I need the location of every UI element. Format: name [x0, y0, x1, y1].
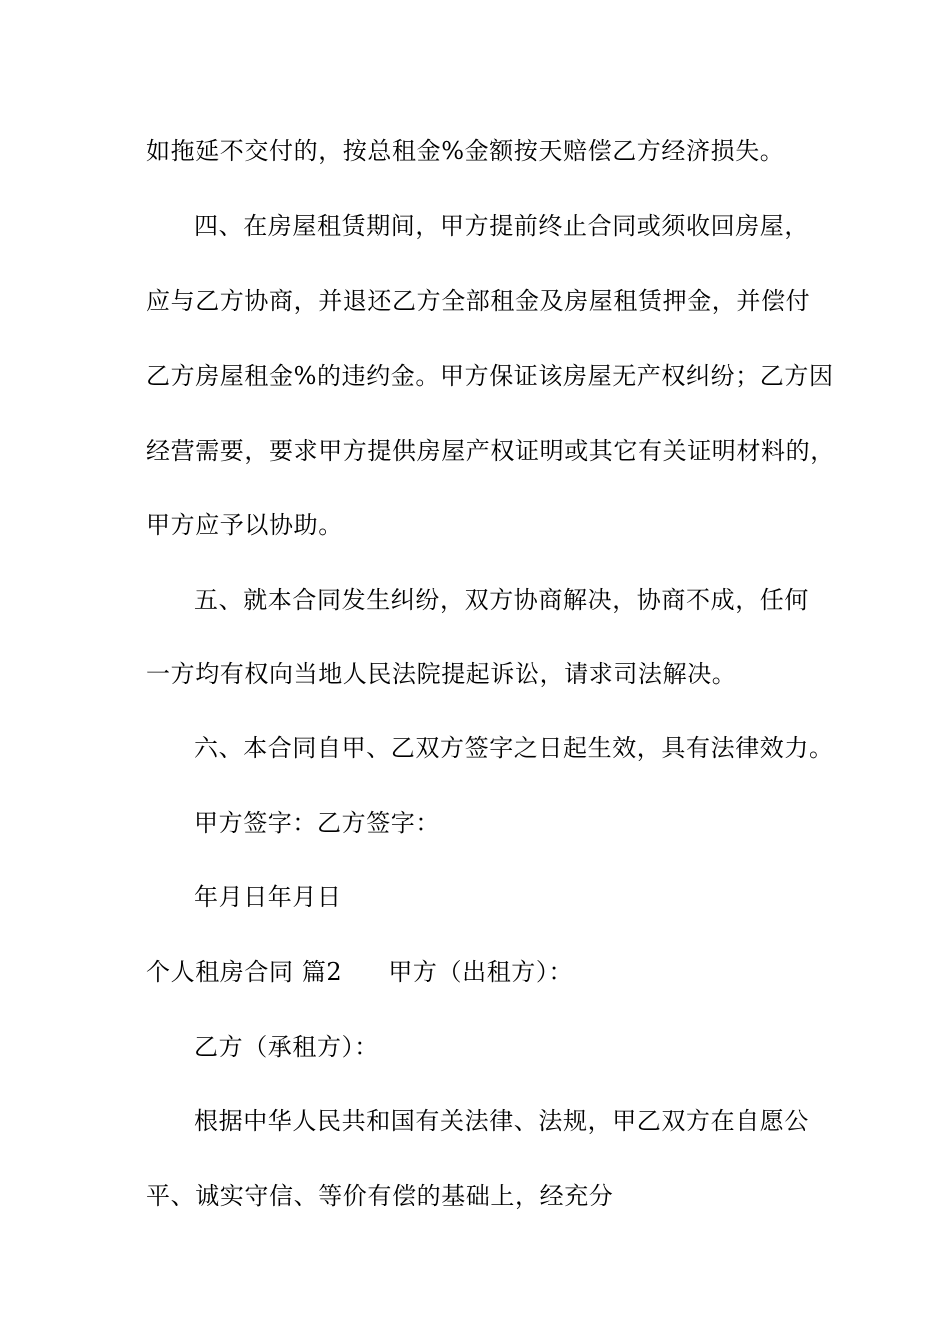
- paragraph-line: 根据中华人民共和国有关法律、法规，甲乙双方在自愿公: [194, 1107, 809, 1135]
- date-line: 年月日年月日: [194, 883, 342, 911]
- section-heading-line: [146, 957, 573, 987]
- paragraph-line: 四、在房屋租赁期间，甲方提前终止合同或须收回房屋，: [194, 212, 809, 240]
- signature-line: 甲方签字：乙方签字：: [194, 809, 440, 837]
- paragraph-line: 甲方应予以协助。: [146, 511, 343, 539]
- paragraph-line: 平、诚实守信、等价有偿的基础上，经充分: [146, 1182, 614, 1210]
- paragraph-line: 一方均有权向当地人民法院提起诉讼，请求司法解决。: [146, 660, 737, 688]
- paragraph-line: 应与乙方协商，并退还乙方全部租金及房屋租赁押金，并偿付: [146, 287, 811, 315]
- paragraph-line: 五、就本合同发生纠纷，双方协商解决，协商不成，任何: [194, 586, 809, 614]
- paragraph-line: 乙方（承租方）：: [194, 1033, 379, 1061]
- paragraph-line: 经营需要，要求甲方提供房屋产权证明或其它有关证明材料的，: [146, 437, 835, 465]
- section-party-label: 甲方（出租方）：: [388, 958, 574, 986]
- paragraph-line: 乙方房屋租金%的违约金。甲方保证该房屋无产权纠纷；乙方因: [146, 362, 834, 390]
- paragraph-line: 六、本合同自甲、乙双方签字之日起生效，具有法律效力。: [194, 734, 834, 762]
- paragraph-line: 如拖延不交付的，按总租金%金额按天赔偿乙方经济损失。: [146, 137, 785, 165]
- section-heading: 个人租房合同 篇2: [146, 958, 343, 986]
